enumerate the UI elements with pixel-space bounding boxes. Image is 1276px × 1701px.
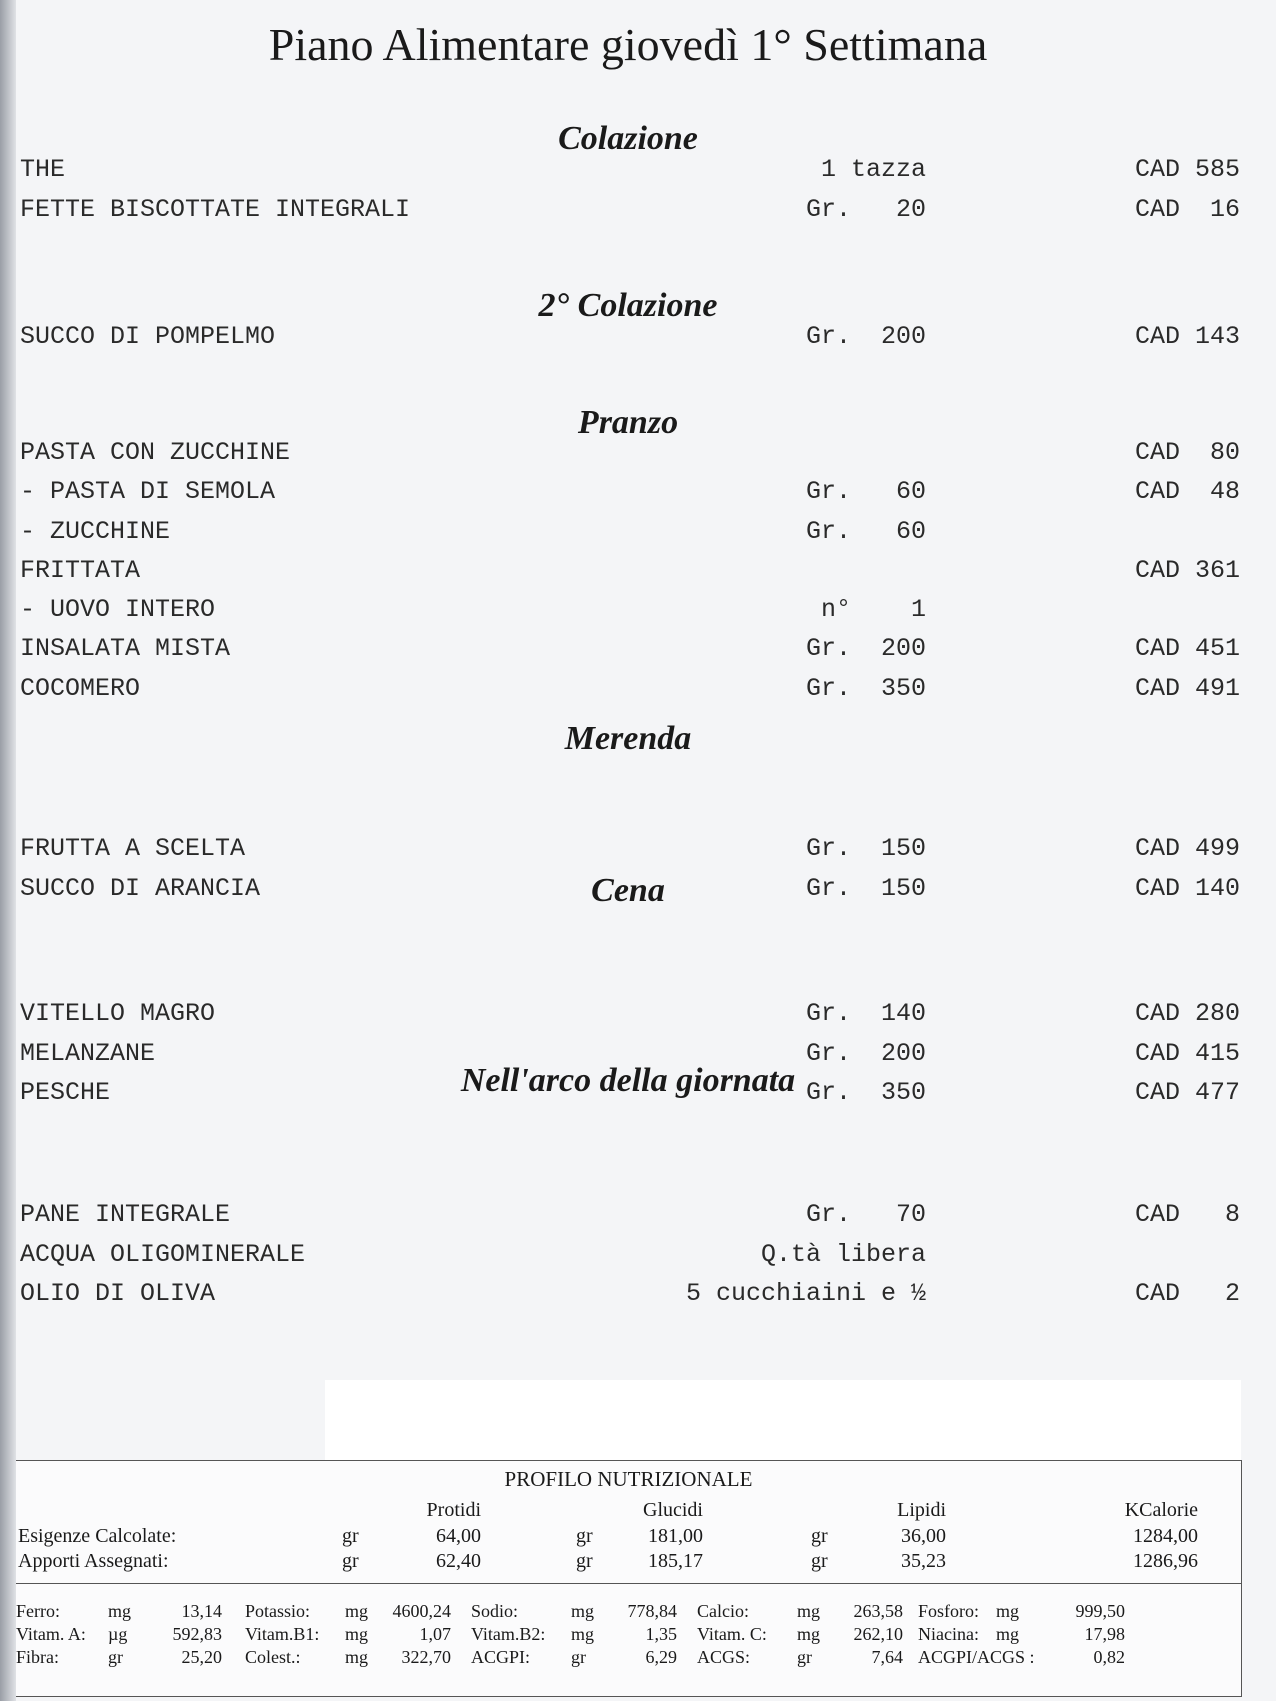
- row-unit: gr: [342, 1550, 359, 1572]
- food-name: MELANZANE: [20, 1039, 156, 1068]
- column-header-protidi: Protidi: [426, 1499, 481, 1521]
- food-name: PESCHE: [20, 1078, 111, 1107]
- value-glucidi: 181,00: [648, 1525, 703, 1547]
- food-item-row: [0, 322, 1256, 362]
- food-item-row: [0, 834, 1256, 874]
- food-quantity: Gr. 200: [805, 634, 926, 663]
- food-name: - PASTA DI SEMOLA: [20, 477, 276, 506]
- food-cad-code: CAD 499: [1134, 834, 1240, 863]
- column-header-lipidi: Lipidi: [897, 1499, 946, 1521]
- food-name: THE: [20, 155, 66, 184]
- food-cad-code: CAD 280: [1134, 999, 1240, 1028]
- section-heading: Pranzo: [577, 404, 679, 441]
- food-cad-code: CAD 415: [1134, 1039, 1240, 1068]
- food-name: PANE INTEGRALE: [20, 1200, 231, 1229]
- food-cad-code: CAD 8: [1134, 1200, 1240, 1229]
- micronutrient-unit: mg: [797, 1601, 821, 1621]
- food-quantity: Gr. 150: [805, 834, 926, 863]
- food-quantity: Gr. 20: [805, 195, 926, 224]
- micronutrient-unit: mg: [345, 1624, 369, 1644]
- column-header-glucidi: Glucidi: [643, 1499, 703, 1521]
- micronutrient-unit: gr: [108, 1647, 123, 1667]
- micronutrient-value: 7,64: [871, 1647, 903, 1667]
- row-label-apporti: Apporti Assegnati:: [18, 1550, 169, 1572]
- food-item-row: [0, 634, 1256, 674]
- food-item-row: [0, 556, 1256, 596]
- food-quantity: 1 tazza: [820, 155, 926, 184]
- section-heading: Cena: [591, 872, 665, 909]
- micronutrient-value: 1,07: [419, 1624, 451, 1644]
- section-heading: 2° Colazione: [538, 287, 718, 324]
- food-quantity: Q.tà libera: [760, 1240, 926, 1269]
- micronutrient-label: Vitam.B1:: [245, 1624, 320, 1644]
- micronutrient-value: 262,10: [853, 1624, 903, 1644]
- micronutrient-unit: gr: [797, 1647, 812, 1667]
- micronutrient-label: Vitam. A:: [16, 1624, 86, 1644]
- food-quantity: Gr. 200: [805, 1039, 926, 1068]
- food-cad-code: CAD 140: [1134, 874, 1240, 903]
- micronutrient-label: Colest.:: [245, 1647, 301, 1667]
- food-quantity: Gr. 70: [805, 1200, 926, 1229]
- food-item-row: [0, 195, 1256, 235]
- micronutrient-unit: mg: [345, 1647, 369, 1667]
- food-quantity: Gr. 140: [805, 999, 926, 1028]
- food-cad-code: CAD 143: [1134, 322, 1240, 351]
- food-quantity: 5 cucchiaini e ½: [685, 1279, 926, 1308]
- food-item-row: [0, 155, 1256, 195]
- food-name: FRUTTA A SCELTA: [20, 834, 246, 863]
- food-quantity: Gr. 150: [805, 874, 926, 903]
- food-quantity: Gr. 60: [805, 477, 926, 506]
- food-quantity: Gr. 350: [805, 674, 926, 703]
- value-lipidi: 35,23: [901, 1550, 946, 1572]
- food-quantity: n° 1: [820, 595, 926, 624]
- food-cad-code: CAD 80: [1134, 438, 1240, 467]
- micronutrient-unit: mg: [108, 1601, 132, 1621]
- row-unit: gr: [811, 1550, 828, 1572]
- food-cad-code: CAD 48: [1134, 477, 1240, 506]
- food-cad-code: CAD 361: [1134, 556, 1240, 585]
- food-quantity: Gr. 350: [805, 1078, 926, 1107]
- micronutrient-label: Niacina:: [918, 1624, 979, 1644]
- food-quantity: Gr. 200: [805, 322, 926, 351]
- micronutrient-label: Sodio:: [471, 1601, 519, 1621]
- value-lipidi: 36,00: [901, 1525, 946, 1547]
- section-heading: Merenda: [564, 720, 692, 757]
- food-item-row: [0, 674, 1256, 714]
- food-item-row: [0, 999, 1256, 1039]
- section-heading: Nell'arco della giornata: [460, 1062, 796, 1099]
- food-name: PASTA CON ZUCCHINE: [20, 438, 291, 467]
- micronutrient-label: ACGPI/ACGS :: [918, 1647, 1035, 1667]
- micronutrient-value: 263,58: [853, 1601, 903, 1621]
- micronutrient-label: ACGS:: [697, 1647, 751, 1667]
- column-header-kcalorie: KCalorie: [1124, 1499, 1198, 1521]
- micronutrient-value: 592,83: [172, 1624, 222, 1644]
- micronutrient-label: Vitam.B2:: [471, 1624, 546, 1644]
- micronutrient-value: 4600,24: [392, 1601, 451, 1621]
- value-protidi: 64,00: [436, 1525, 481, 1547]
- micronutrient-value: 778,84: [627, 1601, 677, 1621]
- food-item-row: [0, 477, 1256, 517]
- food-cad-code: CAD 491: [1134, 674, 1240, 703]
- food-name: SUCCO DI POMPELMO: [20, 322, 276, 351]
- value-protidi: 62,40: [436, 1550, 481, 1572]
- micronutrient-label: Ferro:: [16, 1601, 60, 1621]
- food-item-row: [0, 595, 1256, 635]
- micronutrient-label: Vitam. C:: [697, 1624, 767, 1644]
- food-name: FETTE BISCOTTATE INTEGRALI: [20, 195, 411, 224]
- food-item-row: [0, 1279, 1256, 1319]
- food-item-row: [0, 1240, 1256, 1280]
- food-name: COCOMERO: [20, 674, 141, 703]
- food-name: FRITTATA: [20, 556, 141, 585]
- food-cad-code: CAD 451: [1134, 634, 1240, 663]
- micronutrient-unit: gr: [571, 1647, 586, 1667]
- value-kcalorie: 1286,96: [1133, 1550, 1198, 1572]
- micronutrient-label: Fibra:: [16, 1647, 59, 1667]
- food-item-row: [0, 517, 1256, 557]
- food-cad-code: CAD 477: [1134, 1078, 1240, 1107]
- micronutrient-value: 322,70: [401, 1647, 451, 1667]
- micronutrient-unit: µg: [108, 1624, 128, 1644]
- profile-divider: [16, 1583, 1241, 1584]
- micronutrient-label: Calcio:: [697, 1601, 749, 1621]
- micronutrient-value: 999,50: [1075, 1601, 1125, 1621]
- micronutrient-unit: mg: [996, 1601, 1020, 1621]
- value-kcalorie: 1284,00: [1133, 1525, 1198, 1547]
- food-name: - ZUCCHINE: [20, 517, 171, 546]
- row-unit: gr: [342, 1525, 359, 1547]
- micronutrient-value: 13,14: [181, 1601, 222, 1621]
- food-name: OLIO DI OLIVA: [20, 1279, 216, 1308]
- micronutrient-unit: mg: [571, 1624, 595, 1644]
- section-heading: Colazione: [558, 120, 698, 157]
- value-glucidi: 185,17: [648, 1550, 703, 1572]
- food-name: - UOVO INTERO: [20, 595, 216, 624]
- micronutrient-value: 25,20: [181, 1647, 222, 1667]
- micronutrient-unit: mg: [571, 1601, 595, 1621]
- food-name: INSALATA MISTA: [20, 634, 231, 663]
- row-unit: gr: [576, 1550, 593, 1572]
- profile-title: PROFILO NUTRIZIONALE: [504, 1467, 753, 1491]
- blank-area: [325, 1380, 1241, 1465]
- food-name: VITELLO MAGRO: [20, 999, 216, 1028]
- micronutrient-value: 6,29: [645, 1647, 677, 1667]
- micronutrient-value: 0,82: [1093, 1647, 1125, 1667]
- micronutrient-value: 1,35: [645, 1624, 677, 1644]
- micronutrient-unit: mg: [996, 1624, 1020, 1644]
- food-item-row: [0, 438, 1256, 478]
- row-unit: gr: [576, 1525, 593, 1547]
- micronutrient-label: Fosforo:: [918, 1601, 980, 1621]
- row-label-esigenze: Esigenze Calcolate:: [18, 1525, 177, 1547]
- food-name: ACQUA OLIGOMINERALE: [20, 1240, 306, 1269]
- micronutrient-label: ACGPI:: [471, 1647, 531, 1667]
- food-cad-code: CAD 16: [1134, 195, 1240, 224]
- food-name: SUCCO DI ARANCIA: [20, 874, 261, 903]
- food-cad-code: CAD 2: [1134, 1279, 1240, 1308]
- micronutrient-value: 17,98: [1084, 1624, 1125, 1644]
- row-unit: gr: [811, 1525, 828, 1547]
- page-title: Piano Alimentare giovedì 1° Settimana: [268, 19, 988, 70]
- nutrition-profile-box: [16, 1460, 1242, 1697]
- food-cad-code: CAD 585: [1134, 155, 1240, 184]
- micronutrient-unit: mg: [797, 1624, 821, 1644]
- food-item-row: [0, 1200, 1256, 1240]
- micronutrient-unit: mg: [345, 1601, 369, 1621]
- micronutrient-label: Potassio:: [245, 1601, 311, 1621]
- food-quantity: Gr. 60: [805, 517, 926, 546]
